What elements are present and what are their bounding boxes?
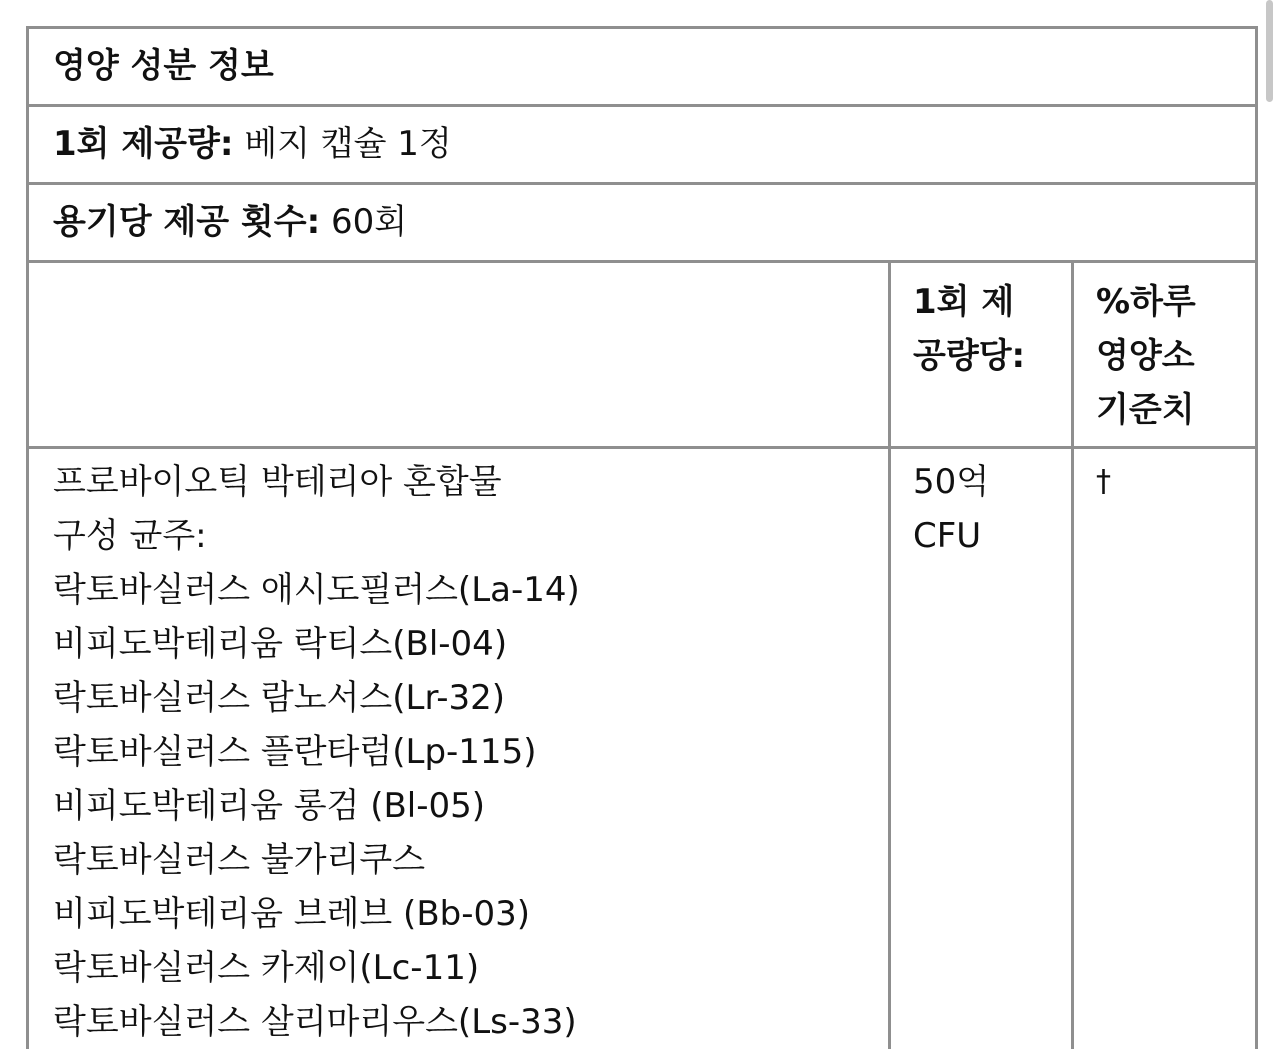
panel-title: 영양 성분 정보	[53, 46, 274, 87]
daily-value-cell	[1071, 449, 1255, 1049]
table-header-row	[29, 263, 1255, 449]
servings-per-container-value: 60회	[320, 202, 408, 243]
ingredient-line: 락토바실러스 애시도필러스(La-14)	[53, 570, 580, 610]
ingredient-line: 구성 균주:	[53, 516, 207, 556]
servings-per-container-label: 용기당 제공 횟수:	[53, 202, 321, 243]
header-amount-line: 공량당:	[913, 336, 1026, 376]
ingredient-line: 비피도박테리움 브레브 (Bb-03)	[53, 894, 531, 934]
nutrition-facts-panel	[26, 26, 1258, 1049]
serving-size-value: 베지 캡슐 1정	[233, 124, 452, 165]
ingredient-line: 비피도박테리움 락티스(Bl-04)	[53, 624, 508, 664]
table-row	[29, 449, 1255, 1049]
serving-size-row	[29, 107, 1255, 185]
header-amount-per-serving	[888, 263, 1071, 449]
ingredient-line: 프로바이오틱 박테리아 혼합물	[53, 462, 502, 502]
header-amount-line: 1회 제	[913, 282, 1015, 322]
ingredient-line: 락토바실러스 람노서스(Lr-32)	[53, 678, 506, 718]
header-dv-line: 영양소	[1096, 336, 1195, 376]
ingredient-line: 비피도박테리움 롱검 (Bl-05)	[53, 786, 486, 826]
header-dv-line: %하루	[1096, 282, 1196, 322]
ingredient-line: 락토바실러스 카제이(Lc-11)	[53, 948, 480, 988]
dagger-symbol: †	[1096, 464, 1111, 499]
ingredient-line: 락토바실러스 플란타럼(Lp-115)	[53, 732, 537, 772]
vertical-scrollbar[interactable]	[1266, 0, 1273, 102]
serving-size-label: 1회 제공량:	[53, 124, 234, 165]
header-dv-line: 기준치	[1096, 390, 1195, 430]
amount-value: 50억	[913, 462, 990, 502]
servings-per-container-row	[29, 185, 1255, 263]
amount-unit: CFU	[913, 516, 982, 556]
amount-cell	[888, 449, 1071, 1049]
header-daily-value	[1071, 263, 1255, 449]
ingredient-line: 락토바실러스 불가리쿠스	[53, 840, 426, 880]
panel-title-row	[29, 29, 1255, 107]
ingredient-name-cell	[29, 449, 888, 1049]
header-name-cell	[29, 263, 888, 449]
ingredient-line: 락토바실러스 살리마리우스(Ls-33)	[53, 1002, 577, 1042]
